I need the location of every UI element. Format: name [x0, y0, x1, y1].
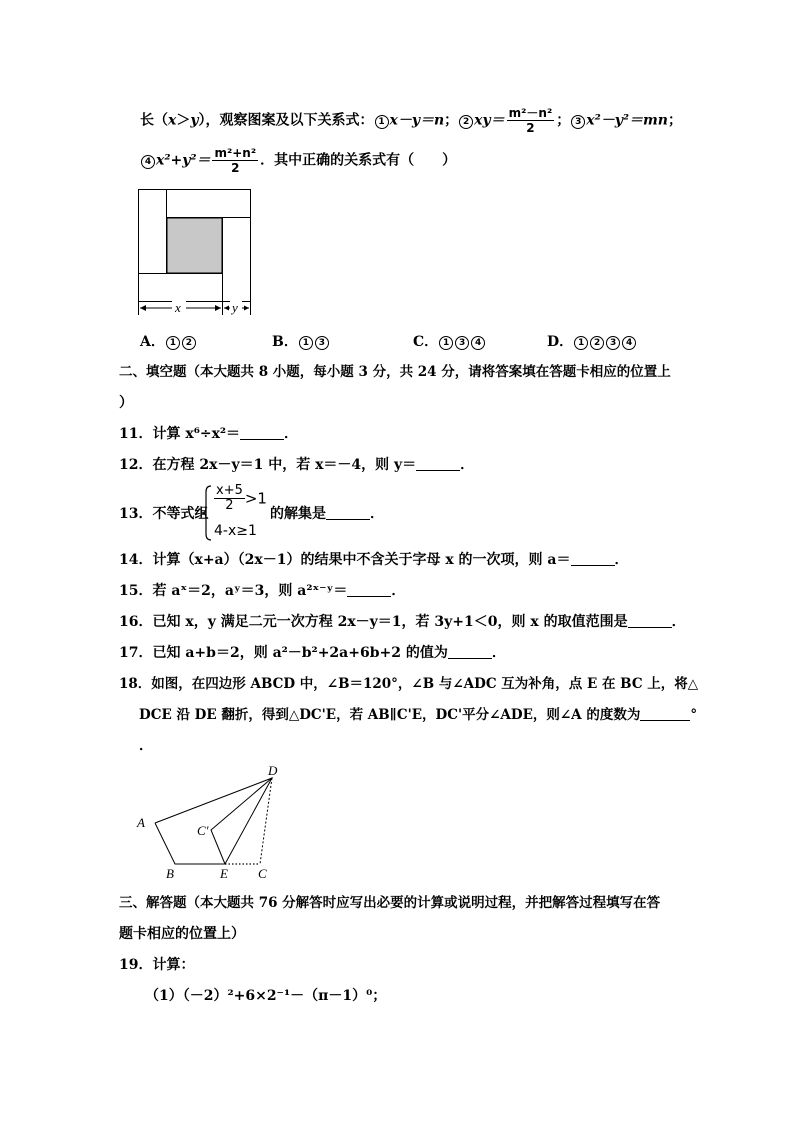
relation-2-fraction — [507, 106, 555, 135]
y-arrow-left — [224, 306, 229, 311]
choice-d[interactable] — [547, 331, 637, 351]
q10-var-y: y — [190, 112, 199, 129]
question-end: ． — [671, 614, 686, 630]
label-c: C — [258, 866, 267, 881]
x-label: x — [175, 300, 181, 315]
q10-text-e: ），观察图案及以下关系式： — [198, 112, 374, 129]
question-end: ． — [460, 457, 475, 473]
q10-tail: ．其中正确的关系式有（ ） — [260, 152, 457, 169]
answer-blank[interactable] — [571, 551, 615, 566]
question-16 — [119, 612, 686, 632]
question-text: 计算 x⁶÷x²＝ — [152, 426, 241, 442]
inequality-top-fraction — [214, 484, 245, 513]
choice-letter: D． — [547, 334, 574, 350]
circled-mark: 2 — [182, 336, 196, 350]
question-text: DCE 沿 DE 翻折，得到△DC'E，若 AB∥C'E，DC'平分∠ADE，则∠A 的度数为 — [139, 707, 641, 723]
fraction-denominator: 2 — [225, 498, 234, 513]
answer-blank[interactable] — [240, 425, 284, 440]
question-17 — [119, 643, 506, 663]
section-3-header: 三、解答题（本大题共 76 分解答时应写出必要的计算或说明过程，并把解答过程填写在答 — [119, 895, 661, 911]
fraction-numerator: m²－n² — [508, 106, 553, 120]
question-text: 计算（x+a）（2x－1）的结果中不含关于字母 x 的一次项，则 a＝ — [152, 552, 571, 568]
question-12 — [119, 455, 474, 475]
q10-text-a: 长（ — [140, 112, 168, 129]
y-label: y — [232, 300, 238, 315]
shaded-square — [167, 218, 222, 273]
relation-4-left: x²+y²＝ — [156, 152, 211, 169]
question-text: 已知 a+b＝2，则 a²－b²+2a+6b+2 的值为 — [152, 645, 448, 661]
question-end: ． — [614, 552, 629, 568]
question-19-part-1: （1）（－2）²+6×2⁻¹－（π－1）⁰； — [145, 988, 387, 1004]
rect-right — [223, 218, 251, 302]
question-19 — [119, 955, 194, 975]
q10-var-x: x — [168, 112, 177, 129]
circled-mark: 1 — [574, 336, 588, 350]
y-arrow-right — [244, 306, 249, 311]
question-11 — [119, 424, 298, 444]
question-18-cont — [139, 705, 697, 725]
question-number: 19． — [119, 957, 153, 973]
circled-4: 4 — [141, 155, 155, 169]
question-number: 15． — [119, 583, 153, 599]
rect-left — [139, 190, 167, 274]
inequality-top — [214, 484, 267, 513]
circled-2: 2 — [459, 115, 473, 129]
circled-mark: 3 — [315, 336, 329, 350]
circled-mark: 4 — [471, 336, 485, 350]
q10-line2 — [140, 146, 456, 175]
folded-triangle — [211, 778, 272, 864]
section-2-header-cont: ） — [119, 395, 133, 411]
answer-blank[interactable] — [448, 644, 492, 659]
question-end: ． — [284, 426, 299, 442]
question-13-number — [119, 504, 208, 524]
question-text: 若 aˣ＝2，aʸ＝3，则 a²ˣ⁻ʸ＝ — [152, 583, 348, 599]
segment-dc-dotted — [260, 778, 272, 864]
answer-blank[interactable] — [347, 582, 391, 597]
quadrilateral-outline — [155, 778, 272, 864]
x-arrow-left — [140, 305, 146, 311]
circled-mark: 4 — [622, 336, 636, 350]
question-14 — [119, 550, 629, 570]
circled-3: 3 — [571, 115, 585, 129]
answer-blank[interactable] — [326, 505, 370, 520]
question-15 — [119, 581, 405, 601]
relation-3: x²－y²＝mn — [586, 112, 668, 129]
label-e: E — [220, 866, 228, 881]
label-a: A — [137, 815, 145, 830]
fraction-denominator: 2 — [231, 161, 240, 175]
fraction-numerator: m²+n² — [214, 146, 257, 160]
fraction-numerator: x+5 — [216, 483, 243, 498]
answer-blank[interactable] — [416, 456, 460, 471]
rect-bottom — [139, 274, 223, 302]
circled-mark: 1 — [439, 336, 453, 350]
rect-top — [167, 190, 251, 218]
question-text: 在方程 2x－y＝1 中，若 x＝－4，则 y＝ — [152, 457, 417, 473]
section-2-header: 二、填空题（本大题共 8 小题，每小题 3 分，共 24 分，请将答案填在答题卡相应的位置上 — [119, 364, 671, 380]
question-number: 16． — [119, 614, 153, 630]
section-3-header-cont: 题卡相应的位置上） — [119, 926, 245, 942]
q10-line1: 长（x＞y），观察图案及以下关系式： 1 x－y＝n； 2 xy＝ $\frac{\text{m²－n²}}{2}$ ； 3 x²－y²＝mn； — [140, 106, 682, 135]
question-text: 已知 x，y 满足二元一次方程 2x－y＝1，若 3y+1＜0，则 x 的取值范围是 — [152, 614, 628, 630]
degree-sign: ° — [690, 707, 698, 723]
question-end: ． — [370, 506, 384, 522]
question-18 — [119, 674, 698, 694]
q10-square-figure — [134, 185, 259, 320]
choice-letter: B． — [272, 334, 298, 350]
relation-4-fraction — [212, 146, 258, 175]
inequality-bottom: 4-x≥1 — [214, 523, 257, 539]
answer-blank[interactable] — [628, 613, 672, 628]
question-18-end: ． — [139, 738, 153, 754]
label-c-prime: C' — [197, 823, 209, 838]
question-number: 14． — [119, 552, 153, 568]
question-number: 13． — [119, 506, 153, 522]
choice-a[interactable] — [140, 331, 197, 351]
choice-c[interactable] — [413, 331, 486, 351]
circled-mark: 2 — [590, 336, 604, 350]
inequality-brace — [201, 484, 213, 542]
relation-1: x－y＝n — [389, 112, 445, 129]
choice-letter: C． — [413, 334, 439, 350]
question-end: ． — [391, 583, 406, 599]
inequality-top-relation: >1 — [244, 489, 267, 508]
circled-mark: 3 — [606, 336, 620, 350]
question-end: ． — [491, 645, 506, 661]
label-b: B — [166, 866, 174, 881]
circled-mark: 1 — [166, 336, 180, 350]
question-number: 11． — [119, 426, 153, 442]
question-number: 18． — [119, 676, 152, 692]
fraction-denominator: 2 — [526, 121, 535, 135]
question-number: 17． — [119, 645, 153, 661]
circled-1: 1 — [375, 115, 389, 129]
circled-mark: 1 — [299, 336, 313, 350]
question-text: 计算： — [152, 957, 195, 973]
x-arrow-right — [215, 305, 221, 311]
question-text: 的解集是 — [270, 506, 326, 522]
choice-b[interactable] — [272, 331, 330, 351]
q10-gt: ＞ — [176, 112, 191, 129]
choice-letter: A． — [140, 334, 165, 350]
question-number: 12． — [119, 457, 153, 473]
question-13-tail — [270, 504, 384, 524]
question-text: 不等式组 — [152, 506, 209, 522]
answer-blank[interactable] — [640, 706, 690, 721]
relation-2-left: xy＝ — [474, 112, 505, 129]
quadrilateral-figure — [130, 760, 290, 885]
circled-mark: 3 — [455, 336, 469, 350]
question-text: 如图，在四边形 ABCD 中，∠B＝120°，∠B 与∠ADC 互为补角，点 E 在 BC 上，将△ — [151, 676, 699, 692]
label-d: D — [268, 763, 278, 778]
